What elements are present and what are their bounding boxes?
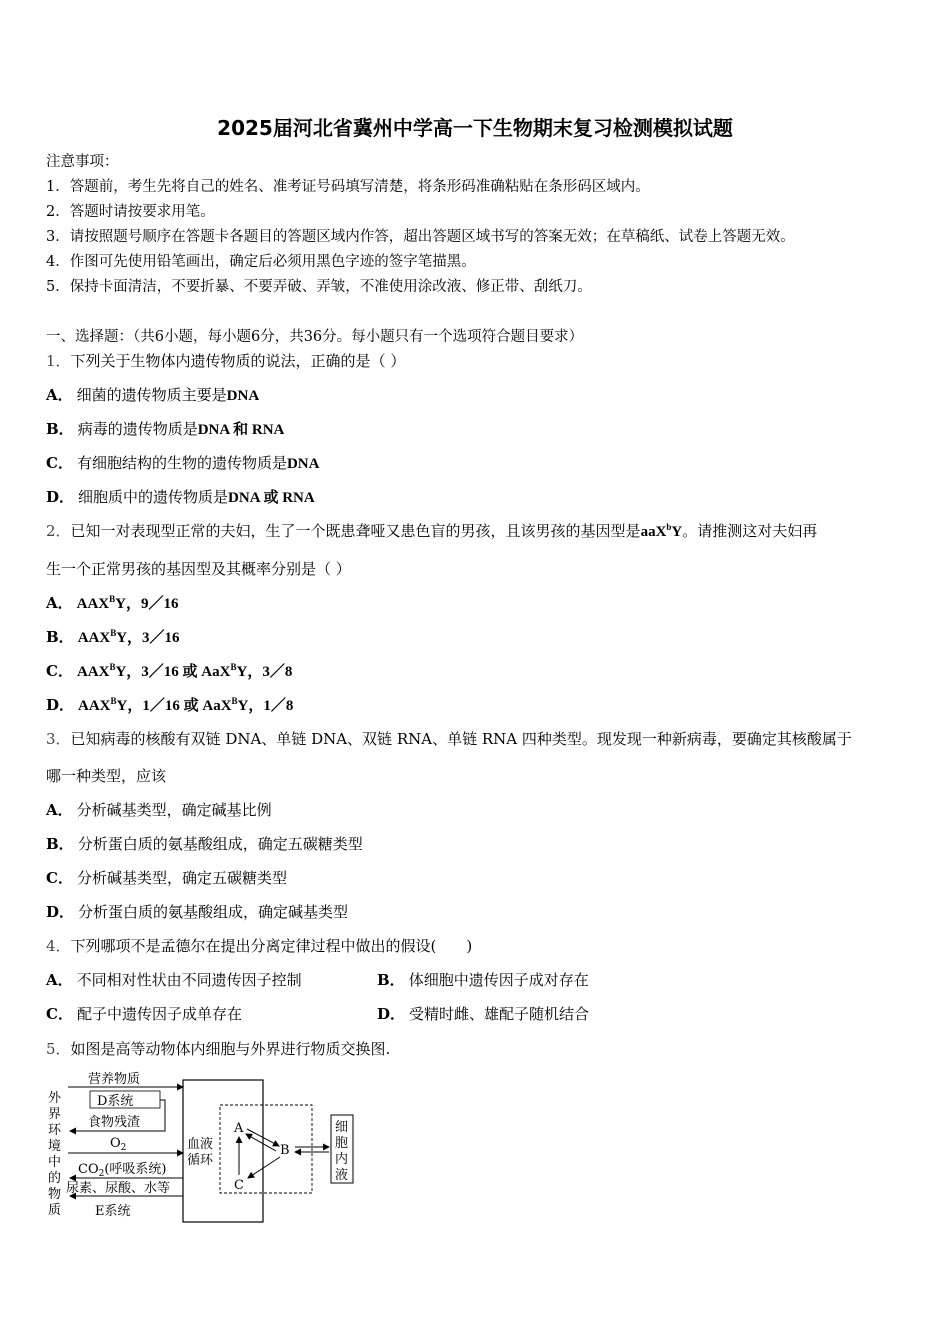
note-item: 5．保持卡面清洁，不要折暴、不要弄破、弄皱，不准使用涂改液、修正带、刮纸刀。 xyxy=(46,279,592,295)
question-3-line2: 哪一种类型，应该 xyxy=(46,767,167,785)
q2-option-b: B． $AAX^BY$，3／16 xyxy=(46,628,180,646)
svg-text:质: 质 xyxy=(48,1203,62,1218)
question-1 xyxy=(46,351,405,371)
question-2-line2: 生一个正常男孩的基因型及其概率分别是（ ） xyxy=(46,560,351,578)
q4-option-b: B． 体细胞中遗传因子成对存在 xyxy=(377,971,589,989)
question-4: 4．下列哪项不是孟德尔在提出分离定律过程中做出的假设( ) xyxy=(46,937,473,955)
node-b: B xyxy=(280,1143,290,1158)
q3-option-d: D． 分析蛋白质的氨基酸组成，确定碱基类型 xyxy=(46,903,349,921)
svg-text:中: 中 xyxy=(48,1155,62,1170)
note-item: 4．作图可先使用铅笔画出，确定后必须用黑色字迹的签字笔描黑。 xyxy=(46,254,476,270)
d-system-label: D系统 xyxy=(97,1094,134,1109)
q4-option-d: D． 受精时雌、雄配子随机结合 xyxy=(377,1005,590,1023)
svg-text:内: 内 xyxy=(335,1152,349,1167)
q4-option-c: C． 配子中遗传因子成单存在 xyxy=(46,1005,242,1023)
question-stem: 下列关于生物体内遗传物质的说法，正确的是（ ） xyxy=(70,352,406,370)
question-3: 3．已知病毒的核酸有双链 DNA、单链 DNA、双链 RNA、单链 RNA 四种类型。现发现一种新病毒，要确定其核酸属于 xyxy=(46,730,852,748)
notes-heading: 注意事项： xyxy=(46,154,119,170)
exchange-diagram xyxy=(40,1065,370,1235)
question-2: 2．已知一对表现型正常的夫妇，生了一个既患聋哑又患色盲的男孩，且该男孩的基因型是aaX$^b$Y。请推测这对夫妇再 xyxy=(46,522,818,540)
svg-text:的: 的 xyxy=(48,1171,62,1186)
svg-text:循环: 循环 xyxy=(187,1153,214,1168)
q2-option-d: D． $AAX^BY$，1／16 或 AaX$^B$Y，1／8 xyxy=(46,696,294,714)
section-heading: 一、选择题：（共6小题，每小题6分，共36分。每小题只有一个选项符合题目要求） xyxy=(46,329,584,345)
outside-environment-label xyxy=(48,1091,62,1218)
q3-option-b: B． 分析蛋白质的氨基酸组成，确定五碳糖类型 xyxy=(46,835,363,853)
node-a: A xyxy=(234,1121,244,1136)
q3-option-c: C． 分析碱基类型，确定五碳糖类型 xyxy=(46,869,287,887)
svg-text:胞: 胞 xyxy=(335,1136,349,1151)
svg-text:环: 环 xyxy=(48,1123,62,1138)
q2-option-c: C． $AAX^BY$，3／16 或 AaX$^B$Y，3／8 xyxy=(46,662,293,680)
q1-option-c: C． 有细胞结构的生物的遗传物质是DNA xyxy=(46,454,320,472)
q1-option-d: D． 细胞质中的遗传物质是DNA 或 RNA xyxy=(46,488,315,506)
o2-label: $O_2$ xyxy=(110,1136,127,1153)
svg-text:境: 境 xyxy=(48,1139,62,1154)
nutrients-label: 营养物质 xyxy=(88,1072,141,1087)
note-item: 2．答题时请按要求用笔。 xyxy=(46,204,215,220)
q4-option-a: A． 不同相对性状由不同遗传因子控制 xyxy=(46,971,302,989)
q3-option-a: A． 分析碱基类型，确定碱基比例 xyxy=(46,801,272,819)
question-number: 1． xyxy=(46,352,71,370)
svg-text:液: 液 xyxy=(335,1168,349,1183)
waste-label: 尿素、尿酸、水等 xyxy=(66,1181,171,1196)
svg-text:外: 外 xyxy=(48,1091,62,1106)
q1-option-b: B． 病毒的遗传物质是DNA 和 RNA xyxy=(46,420,285,438)
blood-circulation-label: 血液 xyxy=(187,1137,214,1152)
q2-option-a: A． $AAX^BY$，9／16 xyxy=(46,594,179,612)
cell-fluid-label: 细 xyxy=(335,1120,349,1135)
question-5: 5．如图是高等动物体内细胞与外界进行物质交换图. xyxy=(46,1040,391,1058)
q1-option-a: A． 细菌的遗传物质主要是DNA xyxy=(46,386,260,404)
svg-text:物: 物 xyxy=(48,1187,62,1202)
note-item: 3．请按照题号顺序在答题卡各题目的答题区域内作答，超出答题区域书写的答案无效；在草稿纸、试卷上答题无效。 xyxy=(46,229,795,245)
e-system-label: E系统 xyxy=(95,1204,131,1219)
co2-label: $CO_2$(呼吸系统) xyxy=(78,1162,167,1179)
note-item: 1．答题前，考生先将自己的姓名、准考证号码填写清楚，将条形码准确粘贴在条形码区域内。 xyxy=(46,179,650,195)
page-title: 2025届河北省冀州中学高一下生物期末复习检测模拟试题 xyxy=(217,116,733,140)
svg-text:界: 界 xyxy=(48,1107,62,1122)
food-residue-label: 食物残渣 xyxy=(88,1115,141,1130)
node-c: C xyxy=(234,1178,244,1193)
